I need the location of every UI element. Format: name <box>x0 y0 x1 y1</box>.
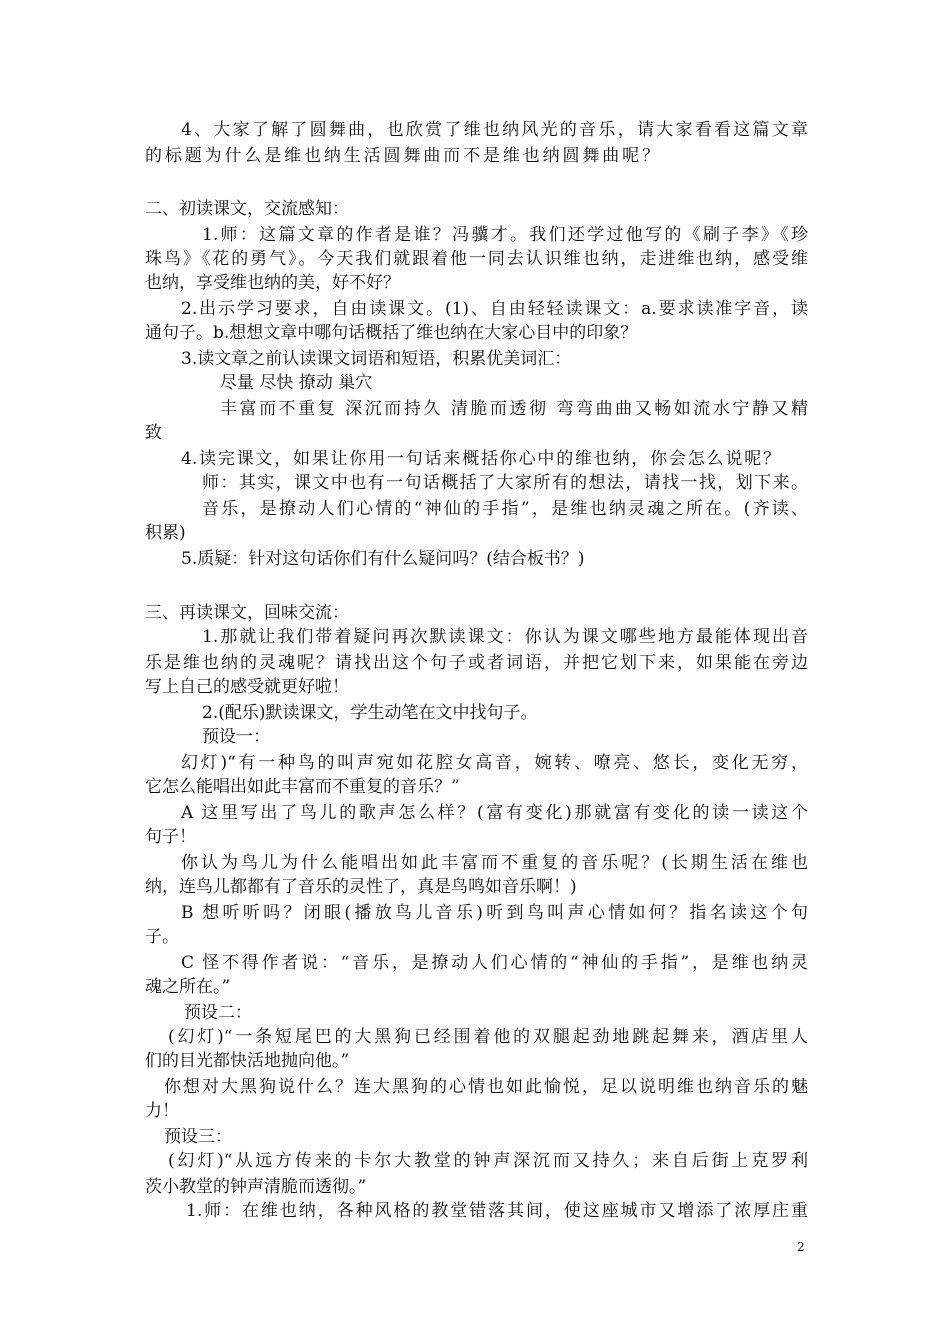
paragraph-line: 1.师：在维也纳，各种风格的教堂错落其间，使这座城市又增添了浓厚庄重 <box>186 1201 808 1221</box>
paragraph-line: 写上自己的感受就更好啦！ <box>145 677 349 697</box>
paragraph-line: 也纳，享受维也纳的美，好不好？ <box>145 273 400 293</box>
vocabulary-line: 致 <box>145 423 162 443</box>
preset-label: 预设三： <box>164 1127 232 1147</box>
paragraph-line: 幻灯)“有一种鸟的叫声宛如花腔女高音，婉转、嘹亮、悠长，变化无穷， <box>181 753 808 773</box>
paragraph-line: B 想听听吗？闭眼(播放鸟儿音乐)听到鸟叫声心情如何？指名读这个句 <box>181 903 808 923</box>
paragraph-line: 1.师：这篇文章的作者是谁？冯骥才。我们还学过他写的《刷子李》《珍 <box>202 225 808 245</box>
paragraph-line: 子。 <box>145 927 179 947</box>
paragraph-line: C 怪不得作者说：“音乐，是撩动人们心情的“神仙的手指”，是维也纳灵 <box>181 953 808 973</box>
paragraph-line: 你想对大黑狗说什么？连大黑狗的心情也如此愉悦，足以说明维也纳音乐的魅 <box>164 1077 808 1097</box>
paragraph-line: 通句子。b.想想文章中哪句话概括了维也纳在大家心目中的印象？ <box>145 323 638 343</box>
preset-label: 预设二： <box>184 1003 252 1023</box>
paragraph-line: 魂之所在。” <box>145 977 231 997</box>
paragraph-line: 3.读文章之前认读课文词语和短语，积累优美词汇： <box>181 349 572 369</box>
paragraph-line: 积累) <box>145 523 186 543</box>
paragraph-line: 句子！ <box>145 827 196 847</box>
paragraph-line: 纳，连鸟儿都都有了音乐的灵性了，真是鸟鸣如音乐啊！) <box>145 877 577 897</box>
paragraph-line: 4.读完课文，如果让你用一句话来概括你心中的维也纳，你会怎么说呢？ <box>181 449 780 469</box>
paragraph-line: 师：其实，课文中也有一句话概括了大家所有的想法，请找一找，划下来。 <box>202 473 808 493</box>
page-number: 2 <box>797 1240 805 1254</box>
paragraph-line: 5.质疑：针对这句话你们有什么疑问吗？(结合板书？) <box>181 549 585 569</box>
paragraph-line: 茨小教堂的钟声清脆而透彻。” <box>145 1177 367 1197</box>
paragraph-line: 的标题为什么是维也纳生活圆舞曲而不是维也纳圆舞曲呢？ <box>145 146 659 166</box>
paragraph-line: (幻灯)“从远方传来的卡尔大教堂的钟声深沉而又持久；来自后街上克罗利 <box>168 1151 808 1171</box>
paragraph-line: 你认为鸟儿为什么能唱出如此丰富而不重复的音乐呢？(长期生活在维也 <box>181 853 808 873</box>
paragraph-line: A 这里写出了鸟儿的歌声怎么样？(富有变化)那就富有变化的读一读这个 <box>181 803 808 823</box>
paragraph-line: 它怎么能唱出如此丰富而不重复的音乐？” <box>145 777 460 797</box>
paragraph-line: 音乐，是撩动人们心情的“神仙的手指”，是维也纳灵魂之所在。(齐读、 <box>202 499 808 519</box>
vocabulary-line: 丰富而不重复 深沉而持久 清脆而透彻 弯弯曲曲又畅如流水宁静又精 <box>220 399 808 419</box>
preset-label: 预设一： <box>202 727 270 747</box>
section-heading: 三、再读课文，回味交流： <box>145 603 349 623</box>
paragraph-line: (幻灯)“一条短尾巴的大黑狗已经围着他的双腿起劲地跳起舞来，酒店里人 <box>168 1027 808 1047</box>
paragraph-line: 2.(配乐)默读课文，学生动笔在文中找句子。 <box>202 703 538 723</box>
paragraph-line: 1.那就让我们带着疑问再次默读课文：你认为课文哪些地方最能体现出音 <box>202 627 808 647</box>
paragraph-line: 珠鸟》《花的勇气》。今天我们就跟着他一同去认识维也纳，走进维也纳，感受维 <box>145 249 808 269</box>
vocabulary-line: 尽量 尽快 撩动 巢穴 <box>220 373 373 393</box>
paragraph-line: 们的目光都快活地抛向他。” <box>145 1051 350 1071</box>
paragraph-line: 4、大家了解了圆舞曲，也欣赏了维也纳风光的音乐，请大家看看这篇文章 <box>181 120 808 140</box>
paragraph-line: 力！ <box>145 1101 179 1121</box>
paragraph-line: 2.出示学习要求，自由读课文。(1)、自由轻轻读课文：a.要求读准字音，读 <box>181 299 808 319</box>
section-heading: 二、初读课文，交流感知： <box>145 199 349 219</box>
paragraph-line: 乐是维也纳的灵魂呢？请找出这个句子或者词语，并把它划下来，如果能在旁边 <box>145 653 808 673</box>
